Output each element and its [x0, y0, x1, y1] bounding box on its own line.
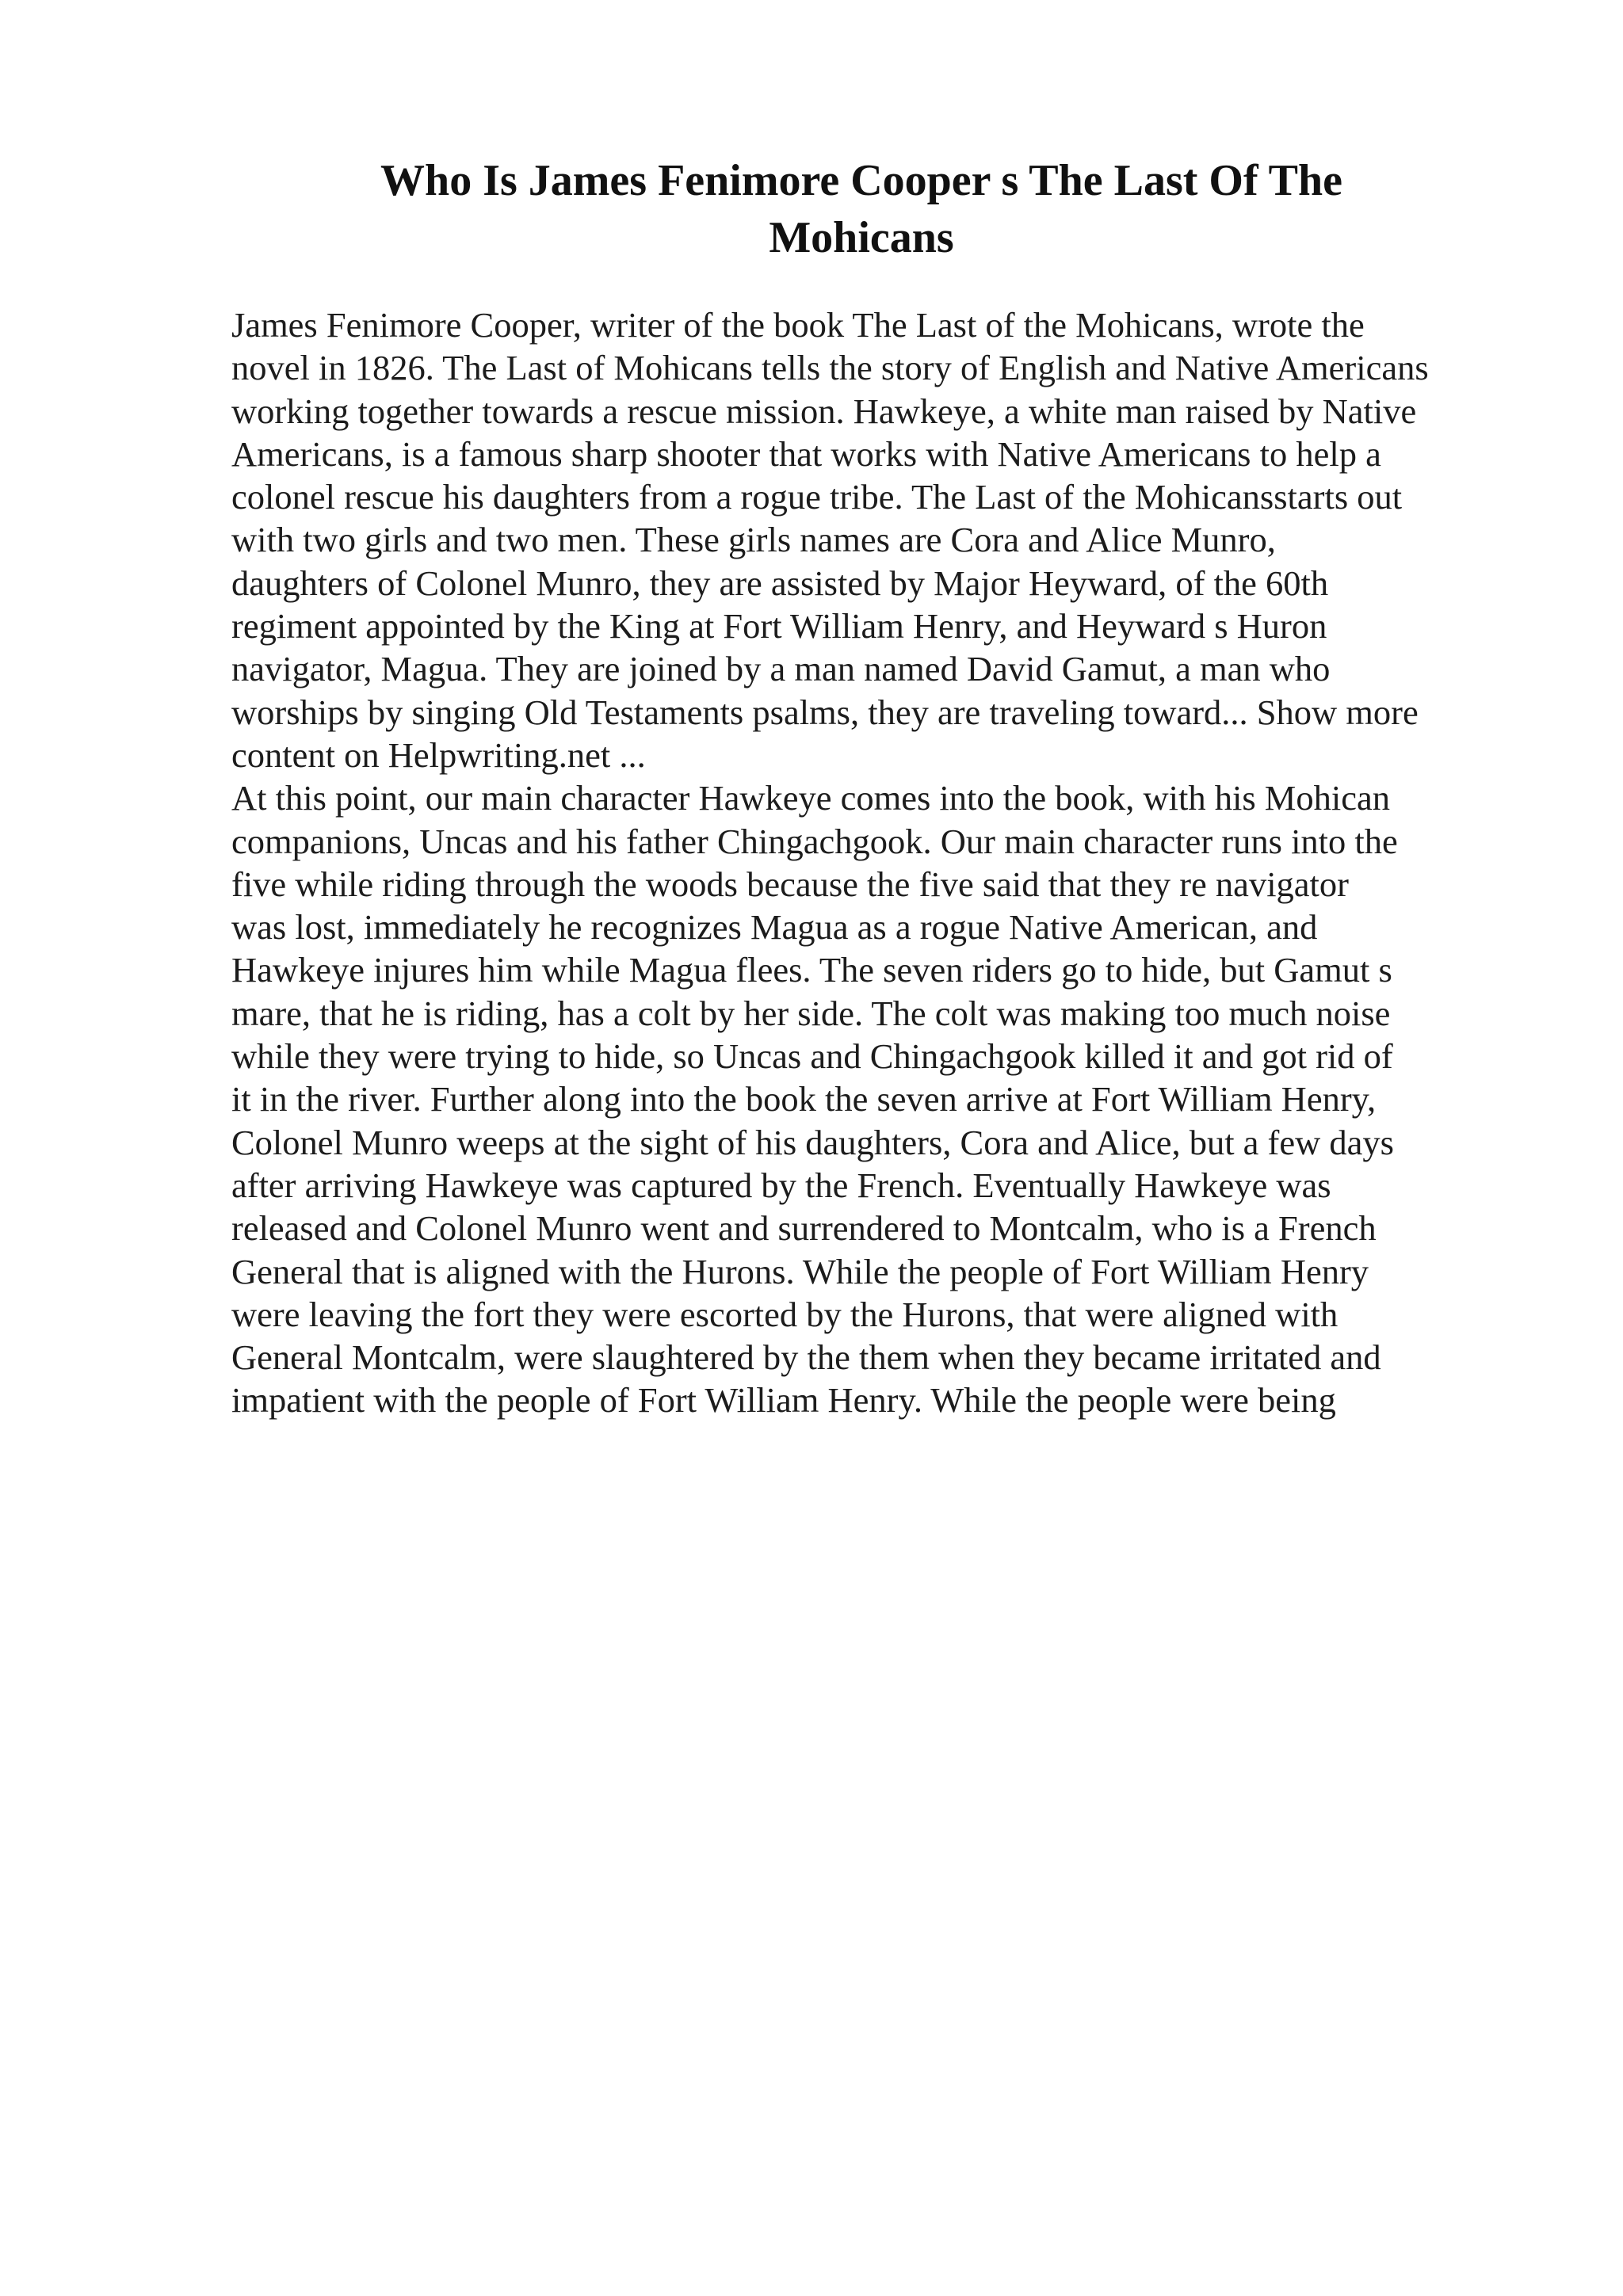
text-line: companions, Uncas and his father Chingachgook. Our main character runs into the	[231, 821, 1398, 861]
document-title	[231, 152, 1491, 266]
text-line: after arriving Hawkeye was captured by the French. Eventually Hawkeye was	[231, 1165, 1331, 1205]
text-line: Colonel Munro weeps at the sight of his daughters, Cora and Alice, but a few days	[231, 1122, 1394, 1162]
paragraph-1	[231, 303, 1515, 776]
text-line: Americans, is a famous sharp shooter that works with Native Americans to help a	[231, 433, 1381, 474]
text-line: five while riding through the woods because the five said that they re navigator	[231, 864, 1349, 904]
text-line: working together towards a rescue mission. Hawkeye, a white man raised by Native	[231, 391, 1417, 431]
text-line: James Fenimore Cooper, writer of the book The Last of the Mohicans, wrote the	[231, 305, 1365, 345]
text-line: while they were trying to hide, so Uncas and Chingachgook killed it and got rid of	[231, 1036, 1393, 1077]
text-line: colonel rescue his daughters from a rogue tribe. The Last of the Mohicansstarts out	[231, 477, 1403, 517]
text-line: At this point, our main character Hawkeye comes into the book, with his Mohican	[231, 778, 1390, 818]
document-body	[231, 303, 1515, 1422]
text-line: impatient with the people of Fort William Henry. While the people were being	[231, 1380, 1336, 1421]
text-line: regiment appointed by the King at Fort William Henry, and Heyward s Huron	[231, 606, 1327, 646]
text-line: content on Helpwriting.net ...	[231, 734, 646, 775]
title-line-2: Mohicans	[769, 213, 954, 262]
text-line: Hawkeye injures him while Magua flees. The seven riders go to hide, but Gamut s	[231, 950, 1392, 990]
text-line: was lost, immediately he recognizes Magua as a rogue Native American, and	[231, 907, 1318, 948]
text-line: General that is aligned with the Hurons. While the people of Fort William Henry	[231, 1251, 1369, 1291]
title-line-1: Who Is James Fenimore Cooper s The Last Of The	[380, 156, 1342, 205]
text-line: released and Colonel Munro went and surrendered to Montcalm, who is a French	[231, 1208, 1377, 1249]
text-line: daughters of Colonel Munro, they are assisted by Major Heyward, of the 60th	[231, 563, 1329, 603]
text-line: navigator, Magua. They are joined by a man named David Gamut, a man who	[231, 649, 1331, 689]
text-line: novel in 1826. The Last of Mohicans tells the story of English and Native Americans	[231, 348, 1429, 388]
text-line: General Montcalm, were slaughtered by the them when they became irritated and	[231, 1337, 1381, 1378]
text-line: with two girls and two men. These girls names are Cora and Alice Munro,	[231, 520, 1276, 560]
text-line: mare, that he is riding, has a colt by her side. The colt was making too much noise	[231, 993, 1391, 1033]
text-line: it in the river. Further along into the book the seven arrive at Fort William Henry,	[231, 1079, 1377, 1119]
text-line: worships by singing Old Testaments psalms, they are traveling toward... Show more	[231, 692, 1419, 732]
paragraph-2	[231, 776, 1515, 1421]
text-line: were leaving the fort they were escorted by the Hurons, that were aligned with	[231, 1294, 1338, 1334]
